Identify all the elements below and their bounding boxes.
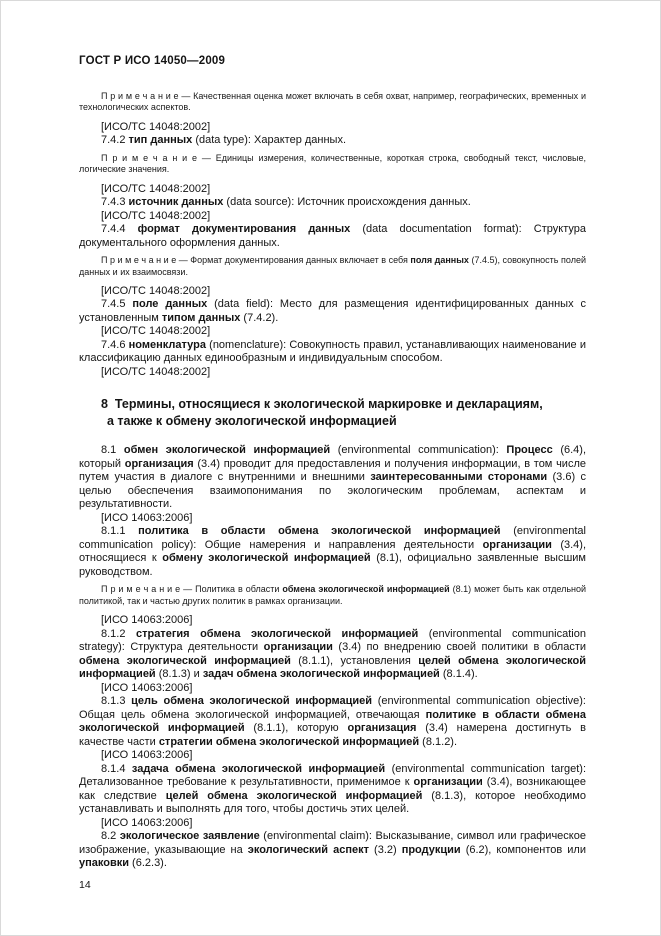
source-reference: [ИСО/ТС 14048:2002]: [101, 365, 211, 378]
source-reference: [ИСО/ТС 14048:2002]: [101, 325, 211, 338]
term-definition: 8.2 экологическое заявление (environmental claim): Высказывание, символ или графическое изображение, указывающие на экологический аспект (3.2) продукции (6.2), компонентов или упаковки (6.2.3).: [79, 830, 586, 870]
document-content: [79, 91, 586, 871]
source-reference: [ИСО/ТС 14048:2002]: [101, 209, 211, 222]
term-definition: 8.1.4 задача обмена экологической информацией (environmental communication target): Детализованное требование к результативности, применимое к организации (3.4), возникающее как следствие целей обмена экологической информацией (8.1.3), которое необходимо устанавливать и выполнять для того, чтобы достичь этих целей.: [79, 762, 587, 816]
source-reference: [ИСО 14063:2006]: [101, 511, 193, 524]
note-paragraph: П р и м е ч а н и е — Качественная оценка может включать в себя охват, например, географических, временных и технологических аспектов.: [79, 91, 586, 113]
term-definition: 7.4.2 тип данных (data type): Характер данных.: [101, 134, 347, 147]
section-heading: 8 Термины, относящиеся к экологической маркировке и декларациям, а также к обмену экологической информацией: [101, 397, 543, 428]
note-paragraph: П р и м е ч а н и е — Политика в области обмена экологической информацией (8.1) может быть как отдельной политикой, так и частью других политик в рамках организации.: [79, 584, 587, 606]
source-reference: [ИСО/ТС 14048:2002]: [101, 182, 211, 195]
source-reference: [ИСО/ТС 14048:2002]: [101, 120, 211, 133]
note-paragraph: П р и м е ч а н и е — Формат документирования данных включает в себя поля данных (7.4.5), совокупность полей данных и их взаимосвязи.: [79, 255, 586, 277]
term-definition: 7.4.6 номенклатура (nomenclature): Совокупность правил, устанавливающих наименование и классификацию данных единообразным и индивидуальным способом.: [79, 338, 586, 365]
term-definition: 7.4.4 формат документирования данных (data documentation format): Структура документального оформления данных.: [79, 223, 586, 249]
page-number: 14: [79, 879, 91, 891]
term-definition: 7.4.3 источник данных (data source): Источник происхождения данных.: [101, 196, 471, 209]
term-definition: 7.4.5 поле данных (data field): Место для размещения идентифицированных данных с установленным типом данных (7.4.2).: [79, 298, 586, 324]
term-definition: 8.1.3 цель обмена экологической информацией (environmental communication objective): Общая цель обмена экологической информацией, отвечающая политике в области обмена экологической информацией (8.1.1), которую организация (3.4) намерена достигнуть в качестве части стратегии обмена экологической информацией (8.1.2).: [79, 695, 586, 748]
note-paragraph: П р и м е ч а н и е — Единицы измерения, количественные, короткая строка, свободный текст, числовые, логические значения.: [79, 152, 586, 175]
term-definition: 8.1 обмен экологической информацией (environmental communication): Процесс (6.4), который организация (3.4) проводит для предоставления и получения информации, в том числе путем участия в диалоге с внутренними и внешними заинтересованными сторонами (3.6) с целью обеспечения взаимопонимания по экологическим проблемам, аспектам и результативности.: [79, 444, 587, 511]
source-reference: [ИСО 14063:2006]: [101, 614, 193, 627]
source-reference: [ИСО 14063:2006]: [101, 816, 193, 829]
source-reference: [ИСО 14063:2006]: [101, 681, 193, 694]
source-reference: [ИСО/ТС 14048:2002]: [101, 284, 211, 297]
term-definition: 8.1.2 стратегия обмена экологической информацией (environmental communication strategy): Структура деятельности организации (3.4) по внедрению своей политики в области обмена экологической информацией (8.1.1), установления целей обмена экологической информацией (8.1.3) и задач обмена экологической информацией (8.1.4).: [79, 627, 587, 681]
source-reference: [ИСО 14063:2006]: [101, 749, 193, 762]
document-title-header: ГОСТ Р ИСО 14050—2009: [79, 55, 226, 67]
term-definition: 8.1.1 политика в области обмена экологической информацией (environmental communication policy): Общие намерения и направления деятельности организации (3.4), относящиеся к обмену экологической информацией (8.1), официально заявленные высшим руководством.: [79, 525, 587, 578]
